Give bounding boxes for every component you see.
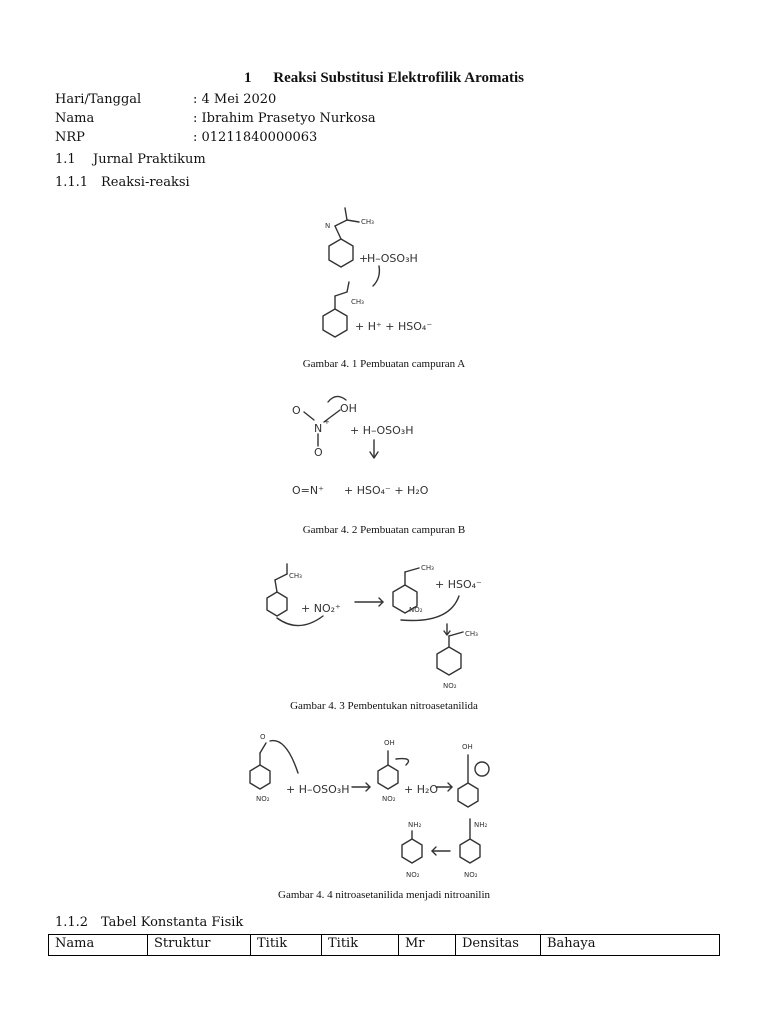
svg-text:+: + [324,418,330,426]
figure-1 [0,196,768,348]
title-number: 1 [244,70,252,86]
svg-text:NO₂: NO₂ [409,606,423,614]
sketch-nitronium: + NO₂⁺ [301,602,341,615]
svg-text:CH₃: CH₃ [465,630,478,638]
sketch-reagent: H–OSO₃H [367,252,418,265]
section-title: Jurnal Praktikum [93,152,206,167]
section-title: Tabel Konstanta Fisik [101,915,244,930]
reaction-sketch-campuran-a [309,196,459,348]
physical-constants-table [48,934,720,956]
svg-text:CH₃: CH₃ [421,564,434,572]
svg-text:CH₃: CH₃ [289,572,302,580]
meta-label: Nama [55,111,95,126]
svg-text:OH: OH [340,402,357,415]
table-header-cell: Densitas [456,935,541,956]
section-number: 1.1 [55,152,76,167]
table-header-cell: Bahaya [541,935,720,956]
reaction-sketch-nitroasetanilida [259,554,509,694]
sketch-label: CH₃ [361,218,374,226]
sketch-water: + H₂O [404,783,439,796]
svg-text:NO₂: NO₂ [382,795,396,803]
table-header-cell: Titik [322,935,399,956]
svg-text:OH: OH [384,739,395,747]
sketch-label: CH₃ [351,298,364,306]
section-heading-jurnal [55,152,206,167]
section-title: Reaksi-reaksi [101,175,190,190]
figure-caption: Gambar 4. 3 Pembentukan nitroasetanilida [290,700,478,712]
meta-value: : 01211840000063 [193,130,318,145]
table-header-row [49,935,720,956]
sketch-byproduct: + HSO₄⁻ [435,578,482,591]
meta-label: Hari/Tanggal [55,92,142,107]
sketch-reagent: + H–OSO₃H [350,424,414,437]
svg-text:NO₂: NO₂ [443,682,457,690]
section-heading-tabel [55,915,243,930]
title-text: Reaksi Substitusi Elektrofilik Aromatis [273,70,524,86]
document-title [0,70,768,87]
table-header-cell: Struktur [148,935,251,956]
meta-label: NRP [55,130,85,145]
meta-value: : Ibrahim Prasetyo Nurkosa [193,111,376,126]
figure-caption: Gambar 4. 4 nitroasetanilida menjadi nitroanilin [278,889,490,901]
figure-4 [0,727,768,885]
table-header-cell: Mr [399,935,456,956]
svg-text:NH₂: NH₂ [408,821,422,829]
svg-text:O: O [292,404,301,417]
reaction-sketch-campuran-b [284,390,484,505]
figure-2 [0,390,768,505]
sketch-label: N [325,222,331,230]
svg-text:O: O [314,446,323,459]
figure-caption: Gambar 4. 1 Pembuatan campuran A [302,358,466,370]
sketch-plus: + [359,252,369,265]
sketch-reagent: + H–OSO₃H [286,783,350,796]
sketch-nitronium: O=N⁺ [292,484,324,497]
svg-text:NO₂: NO₂ [406,871,420,879]
section-heading-reaksi [55,175,190,190]
figure-3 [0,554,768,694]
table-header-cell: Titik [251,935,322,956]
svg-text:OH: OH [462,743,473,751]
sketch-products: + H⁺ + HSO₄⁻ [355,320,433,333]
meta-value: : 4 Mei 2020 [193,92,277,107]
table-header-cell: Nama [49,935,148,956]
svg-text:N: N [314,422,323,435]
figure-caption: Gambar 4. 2 Pembuatan campuran B [302,524,466,536]
reaction-sketch-nitroanilin [246,727,522,885]
svg-text:NO₂: NO₂ [256,795,270,803]
svg-text:NO₂: NO₂ [464,871,478,879]
svg-text:NH₂: NH₂ [474,821,488,829]
section-number: 1.1.2 [55,915,89,930]
section-number: 1.1.1 [55,175,89,190]
sketch-products: + HSO₄⁻ + H₂O [344,484,429,497]
svg-text:O: O [260,733,266,741]
